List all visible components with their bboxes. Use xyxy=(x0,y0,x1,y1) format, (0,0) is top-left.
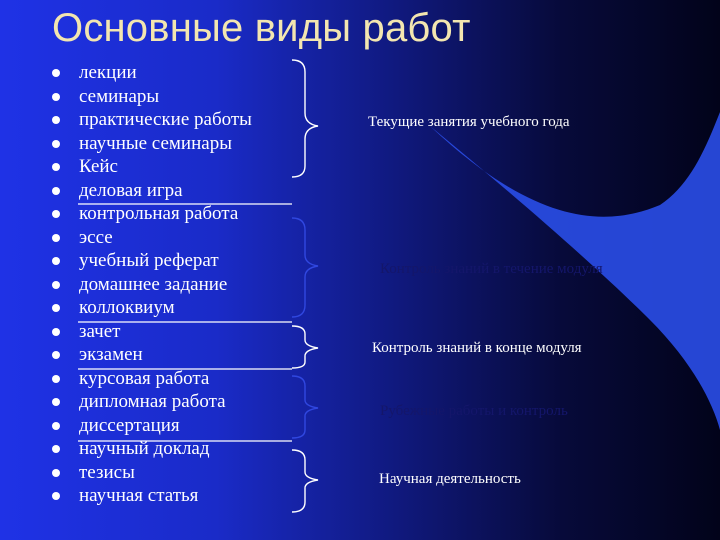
list-item-label: экзамен xyxy=(79,344,143,365)
bullet-icon xyxy=(52,140,60,148)
list-item-label: дипломная работа xyxy=(79,391,226,412)
bullet-icon xyxy=(52,116,60,124)
list-item-label: практические работы xyxy=(79,109,252,130)
list-item-label: домашнее задание xyxy=(79,273,228,295)
brace-research xyxy=(292,450,318,512)
brace-end-module xyxy=(292,326,318,368)
bullet-icon xyxy=(52,163,60,171)
list-item-label: тезисы xyxy=(79,461,135,483)
bullet-icon xyxy=(52,93,60,101)
list-item-label: зачет xyxy=(79,320,121,342)
bullet-icon xyxy=(52,328,60,336)
category-in-module: Контроль знаний в течение модуля xyxy=(380,261,603,277)
category-end-module: Контроль знаний в конце модуля xyxy=(372,340,582,356)
bullet-icon xyxy=(52,187,60,195)
bullet-icon xyxy=(52,281,60,289)
bullet-icon xyxy=(52,234,60,242)
list-item-label: контрольная работа xyxy=(79,203,239,224)
brace-in-module xyxy=(292,218,318,317)
list-item-label: учебный реферат xyxy=(79,250,219,271)
list-item-label: Кейс xyxy=(79,156,118,177)
bullet-icon xyxy=(52,304,60,312)
list-item-label: научная статья xyxy=(79,485,199,506)
category-current: Текущие занятия учебного года xyxy=(368,114,570,130)
bullet-icon xyxy=(52,422,60,430)
list-item-label: коллоквиум xyxy=(79,297,175,318)
bullet-icon xyxy=(52,69,60,77)
brace-current xyxy=(292,60,318,177)
list-item-label: научные семинары xyxy=(79,132,232,154)
list-item-label: семинары xyxy=(79,85,160,107)
bullet-icon xyxy=(52,210,60,218)
category-milestone: Рубежные работы и контроль xyxy=(380,403,568,419)
brace-milestone xyxy=(292,376,318,438)
list-item-label: диссертация xyxy=(79,414,180,436)
list-item-label: эссе xyxy=(79,226,113,248)
bullet-icon xyxy=(52,469,60,477)
list-item-label: деловая игра xyxy=(79,179,183,201)
bullet-icon xyxy=(52,351,60,359)
list-item-label: лекции xyxy=(79,62,137,83)
list-item-label: научный доклад xyxy=(79,438,210,459)
bullet-icon xyxy=(52,375,60,383)
page-title: Основные виды работ xyxy=(52,6,471,50)
bullet-icon xyxy=(52,257,60,265)
bullet-icon xyxy=(52,398,60,406)
bullet-icon xyxy=(52,445,60,453)
category-research: Научная деятельность xyxy=(379,471,521,487)
list-item-label: курсовая работа xyxy=(79,367,210,389)
bullet-icon xyxy=(52,492,60,500)
